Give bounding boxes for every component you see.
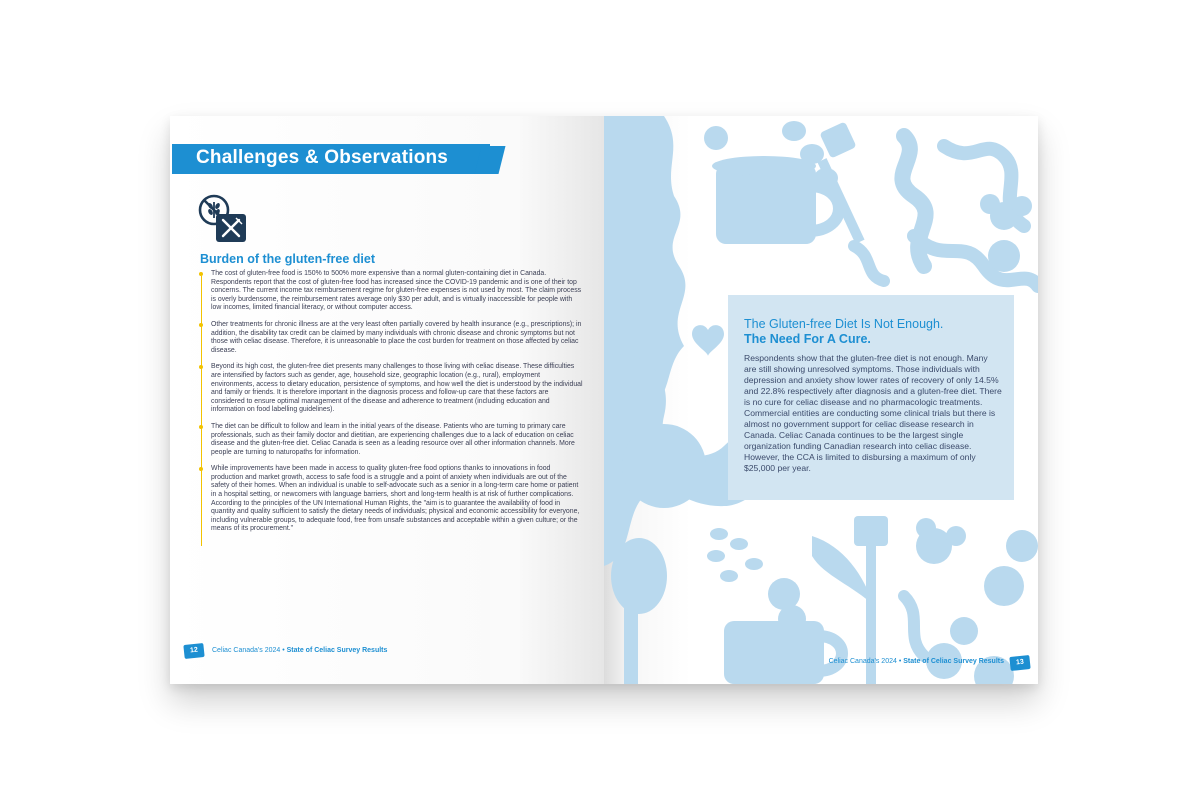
diet-icons — [196, 192, 256, 252]
right-page — [604, 116, 1038, 684]
callout-box — [728, 295, 1014, 500]
brochure-spread — [170, 116, 1038, 684]
fork-knife-icon — [216, 214, 246, 242]
callout-title: The Gluten-free Diet Is Not Enough. — [744, 317, 944, 331]
body-paragraph: The cost of gluten-free food is 150% to 500% more expensive than a normal gluten-containing diet in Canada. Respondents report that the cost of gluten-free food has increased since the COVID-19 pandemic and is one of their top concerns. The current income tax reimbursement regime for gluten-free expenses is not used by most. The claim process is overly burdensome, the reimbursement rates average only $30 per adult, and is virtually inaccessible for people with low incomes, limited financial literacy, or without computer access. — [198, 270, 584, 313]
section-heading: Burden of the gluten-free diet — [200, 252, 375, 266]
body-paragraph: Beyond its high cost, the gluten-free diet presents many challenges to those living with celiac disease. These difficulties are intensified by factors such as gender, age, household size, geographic location (e.g., rural), employment environments, access to dietary education, persistence of symptoms, and how well the diet is understood by the individual and family or friends. It is therefore important in the diagnosis process and follow-up care that these factors are considered to ensure optimal management of the disease and adherence to treatment (including education and information on food labelling guidelines). — [198, 363, 584, 415]
footer-prefix: Celiac Canada's 2024 • — [828, 658, 902, 665]
apple-shape — [622, 424, 706, 508]
footer-prefix: Celiac Canada's 2024 • — [212, 647, 285, 654]
callout-body: Respondents show that the gluten-free diet is not enough. Many are still showing unresolved symptoms. Those individuals with depression and anxiety show lower rates of recovery of only 14.5% and 22.8% respectively after diagnosis and a gluten-free diet. There is no cure for celiac disease and no pharmacologic treatments. Commercial entities are conducting some clinical trials but there is almost no government support for celiac disease research in Canada. Celiac Canada continues to be the largest single organization funding Canadian research into celiac disease. However, the CCA is limited to disbursing a maximum of only $25,000 per year. — [744, 353, 1002, 473]
footer-report-name: State of Celiac Survey Results — [903, 658, 1004, 665]
body-paragraph: Other treatments for chronic illness are at the very least often partially covered by health insurance (e.g., prescriptions); in addition, the disability tax credit can be claimed by many individuals with chronic disease and chronic symptoms but not those with celiac disease. Therefore, it is unreasonable to place the cost burden for treatment on those affected by celiac disease. — [198, 321, 584, 355]
callout-subtitle: The Need For A Cure. — [744, 332, 871, 346]
page-number: 13 — [1009, 655, 1030, 671]
footer-text — [212, 647, 387, 654]
footer-text — [829, 658, 1004, 665]
left-page — [170, 116, 604, 684]
body-list — [198, 270, 584, 542]
body-paragraph: While improvements have been made in access to quality gluten-free food options thanks to innovations in food production and market growth, access to safe food is a struggle and a point of anxiety when individuals are out of the safety of their homes. When an individual is unable to self-advocate such as a senior in a long-term care home or patient in a hospital setting, or newcomers with language barriers, short and long-term health is at risk of further complications. According to the principles of the UN International Human Rights, the "aim is to guarantee the availability of food in quantity and quality sufficient to satisfy the dietary needs of individuals; physical and economic accessibility for everyone, including vulnerable groups, to adequate food, free from unsafe substances and acceptable within a given culture; or the means of its procurement." — [198, 465, 584, 534]
page-title: Challenges & Observations — [196, 147, 449, 168]
spoon-shape — [611, 538, 667, 614]
page-number: 12 — [183, 643, 204, 659]
footer-report-name: State of Celiac Survey Results — [286, 647, 388, 654]
body-paragraph: The diet can be difficult to follow and learn in the initial years of the disease. Patients who are turning to primary care professionals, such as their family doctor and dietitian, are experiencing challenges due to a lack of education on celiac disease and the gluten-free diet. Celiac Canada is seen as a leading resource over all other information channels. More people are turning to naturopaths for information. — [198, 423, 584, 457]
heart-shape — [692, 325, 724, 356]
footer-right — [830, 656, 1030, 672]
